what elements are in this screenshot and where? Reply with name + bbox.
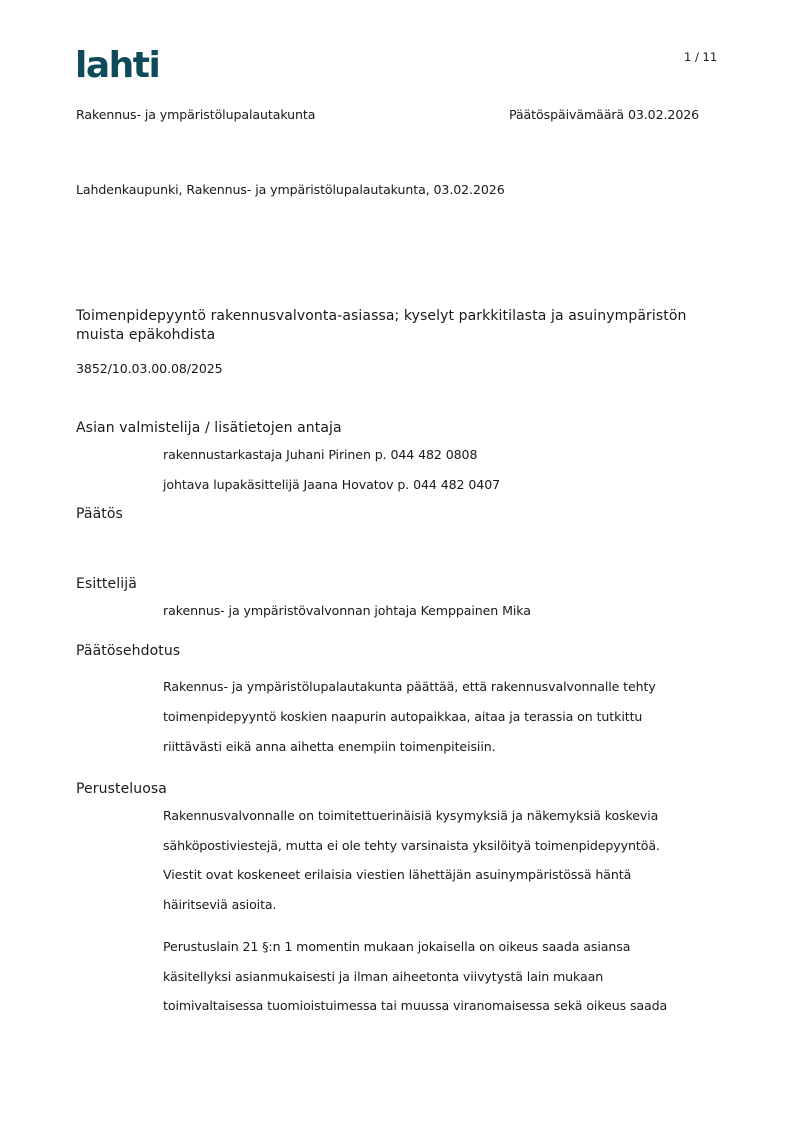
presenter-heading: Esittelijä (76, 576, 137, 592)
preparer-line: johtava lupakäsittelijä Jaana Hovatov p. 044 482 0407 (163, 477, 501, 492)
logo-text: lahti (75, 46, 160, 82)
reasoning-line: häiritseviä asioita. (163, 897, 277, 912)
reasoning-line: Perustuslain 21 §:n 1 momentin mukaan jokaisella on oikeus saada asiansa (163, 939, 631, 954)
reasoning-line: Rakennusvalvonnalle on toimitettuerinäisiä kysymyksiä ja näkemyksiä koskevia (163, 808, 659, 823)
proposal-line: riittävästi eikä anna aihetta enempiin toimenpiteisiin. (163, 739, 496, 754)
decision-date: Päätöspäivämäärä 03.02.2026 (509, 107, 700, 122)
committee-name: Rakennus- ja ympäristölupalautakunta (76, 107, 316, 122)
presenter-line: rakennus- ja ympäristövalvonnan johtaja Kemppainen Mika (163, 603, 531, 618)
reasoning-line: sähköpostiviestejä, mutta ei ole tehty varsinaista yksilöityä toimenpidepyyntöä. (163, 838, 660, 853)
reasoning-line: käsitellyksi asianmukaisesti ja ilman aiheetonta viivytystä lain mukaan (163, 969, 604, 984)
proposal-line: toimenpidepyyntö koskien naapurin autopaikkaa, aitaa ja terassia on tutkittu (163, 709, 643, 724)
reasoning-line: Viestit ovat koskeneet erilaisia viestien lähettäjän asuinympäristössä häntä (163, 867, 632, 882)
reasoning-line: toimivaltaisessa tuomioistuimessa tai muussa viranomaisessa sekä oikeus saada (163, 998, 668, 1013)
decision-heading: Päätös (76, 506, 123, 522)
proposal-line: Rakennus- ja ympäristölupalautakunta päättää, että rakennusvalvonnalle tehty (163, 679, 656, 694)
case-number: 3852/10.03.00.08/2025 (76, 361, 223, 376)
preparer-heading: Asian valmistelija / lisätietojen antaja (76, 420, 342, 436)
proposal-heading: Päätösehdotus (76, 643, 181, 659)
meeting-line: Lahdenkaupunki, Rakennus- ja ympäristölupalautakunta, 03.02.2026 (76, 182, 505, 197)
matter-title-line-2: muista epäkohdista (76, 327, 216, 343)
lahti-logo (75, 46, 170, 82)
page-number: 1 / 11 (684, 50, 718, 64)
preparer-line: rakennustarkastaja Juhani Pirinen p. 044 482 0808 (163, 447, 478, 462)
matter-title-line-1: Toimenpidepyyntö rakennusvalvonta-asiassa; kyselyt parkkitilasta ja asuinympäristön (76, 308, 687, 324)
reasoning-heading: Perusteluosa (76, 781, 167, 797)
